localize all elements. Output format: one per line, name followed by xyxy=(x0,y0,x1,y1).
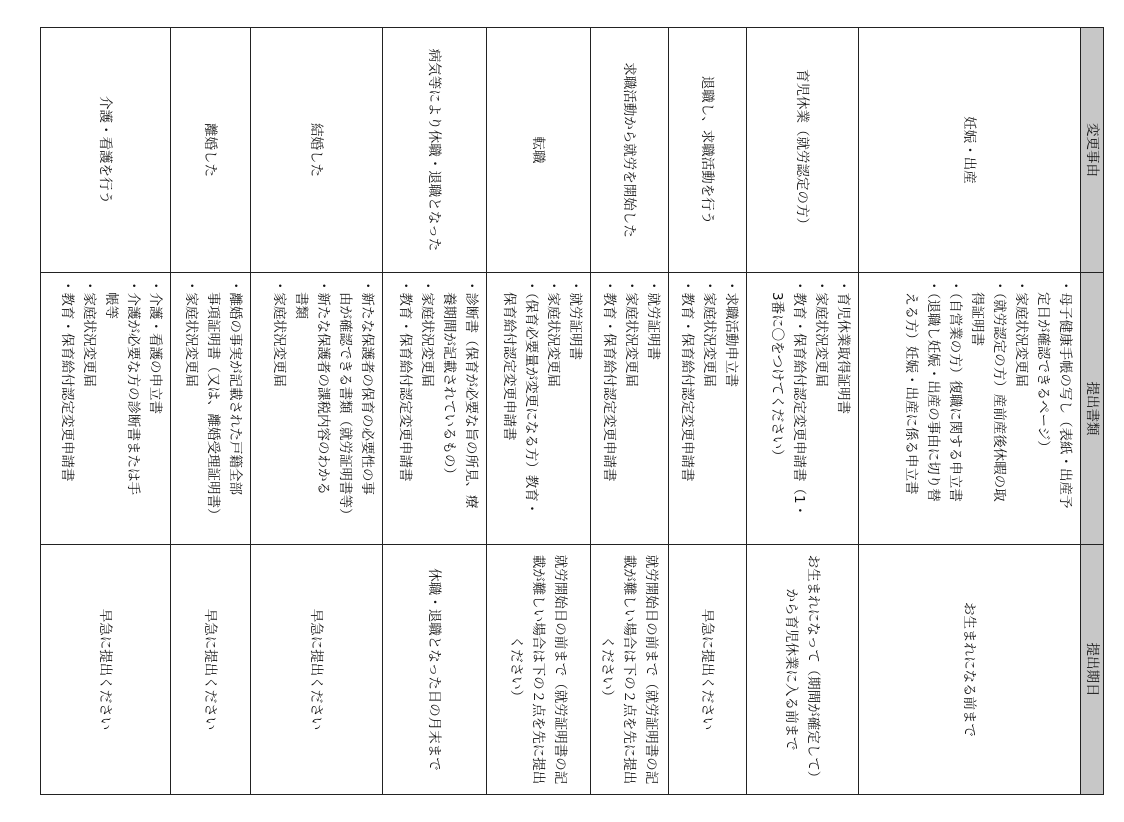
document-line: ・（退職し妊娠・出産の事由に切り替 xyxy=(925,279,941,502)
table-row xyxy=(590,27,668,795)
table-header-row xyxy=(1080,27,1104,795)
deadline-cell: 早急に提出ください xyxy=(668,545,746,795)
deadline-cell: お生まれになって（期間が確定して）から育児休業に入る前まで xyxy=(746,545,858,795)
document-line: 由が確認できる書類（就労証明書等） xyxy=(337,292,353,522)
table-row xyxy=(250,27,382,795)
documents-cell xyxy=(746,273,858,545)
table-row xyxy=(382,27,486,795)
deadline-cell: 早急に提出ください xyxy=(40,545,170,795)
change-reason-cell: 妊娠・出産 xyxy=(858,27,1080,273)
change-reason-table xyxy=(40,27,1104,795)
document-line: ・（保育必要量が変更になる方）教育・ xyxy=(523,279,539,516)
documents-cell xyxy=(170,273,250,545)
document-line: ・家庭状況変更届 xyxy=(183,279,199,387)
document-line: 帳等 xyxy=(103,292,119,319)
change-reason-cell: 離婚した xyxy=(170,27,250,273)
document-line: 3番に〇をつけてください） xyxy=(769,292,785,463)
document-line: ・（自営業の方）復職に関する申立書 xyxy=(947,279,963,502)
document-line: 養期間が記載されているもの） xyxy=(441,292,457,481)
document-line: 保育給付認定変更申請書 xyxy=(501,292,517,441)
documents-cell xyxy=(590,273,668,545)
document-line: ・教育・保育給付認定変更申請書 xyxy=(59,279,75,482)
change-reason-cell: 結婚した xyxy=(250,27,382,273)
document-line: ・求職活動申立書 xyxy=(723,279,739,387)
document-line: ・家庭状況変更届 xyxy=(271,279,287,387)
document-line: ・診断書（保育が必要な旨の所見、療 xyxy=(463,279,479,509)
document-line: ・（就労認定の方）産前産後休暇の取 xyxy=(991,279,1007,502)
change-reason-cell: 退職し、求職活動を行う xyxy=(668,27,746,273)
document-line: 定日が確認できるページ） xyxy=(1035,292,1051,454)
documents-cell xyxy=(382,273,486,545)
deadline-cell: 就労開始日の前まで（就労証明書の記載が難しい場合は下の２点を先に提出ください） xyxy=(590,545,668,795)
documents-cell xyxy=(668,273,746,545)
document-line: ・母子健康手帳の写し（表紙・出産予 xyxy=(1057,279,1073,509)
change-reason-cell: 介護・看護を行う xyxy=(40,27,170,273)
document-line: 書類 xyxy=(293,292,309,319)
header-deadline: 提出期日 xyxy=(1080,545,1104,795)
document-line: ・家庭状況変更届 xyxy=(419,279,435,387)
change-reason-cell: 病気等により休職・退職となった xyxy=(382,27,486,273)
header-change-reason: 変更事由 xyxy=(1080,27,1104,273)
document-line: ・教育・保育給付認定変更申請書（1・ xyxy=(791,279,807,518)
document-line: ・家庭状況変更届 xyxy=(1013,279,1029,387)
table-row xyxy=(170,27,250,795)
document-line: ・家庭状況変更届 xyxy=(81,279,97,387)
deadline-cell: 就労開始日の前まで（就労証明書の記載が難しい場合は下の２点を先に提出ください） xyxy=(486,545,590,795)
documents-cell xyxy=(250,273,382,545)
document-line: 事項証明書（又は、離婚受理証明書） xyxy=(205,292,221,522)
deadline-cell: 早急に提出ください xyxy=(170,545,250,795)
deadline-cell: 早急に提出ください xyxy=(250,545,382,795)
document-line: ・育児休業取得証明書 xyxy=(835,279,851,414)
change-reason-cell: 育児休業（就労認定の方） xyxy=(746,27,858,273)
deadline-cell: お生まれになる前まで xyxy=(858,545,1080,795)
table-row xyxy=(668,27,746,795)
table-row xyxy=(746,27,858,795)
table-row xyxy=(40,27,170,795)
document-line: ・家庭状況変更届 xyxy=(623,279,639,387)
change-reason-cell: 転職 xyxy=(486,27,590,273)
document-line: ・介護が必要な方の診断書または手 xyxy=(125,279,141,495)
deadline-cell: 休職・退職となった日の月末まで xyxy=(382,545,486,795)
documents-cell xyxy=(486,273,590,545)
documents-cell xyxy=(40,273,170,545)
document-line: ・就労証明書 xyxy=(645,279,661,360)
document-line: ・新たな保護者の保育の必要性の事 xyxy=(359,279,375,495)
document-line: 得証明書 xyxy=(969,292,985,346)
document-line: ・新たな保護者の課税内容のわかる xyxy=(315,279,331,495)
documents-cell xyxy=(858,273,1080,545)
table-row xyxy=(486,27,590,795)
document-line: える方）妊娠・出産に係る申立書 xyxy=(903,292,919,495)
document-line: ・就労証明書 xyxy=(567,279,583,360)
table-row xyxy=(858,27,1080,795)
header-documents: 提出書類 xyxy=(1080,273,1104,545)
document-line: ・教育・保育給付認定変更申請書 xyxy=(397,279,413,482)
document-line: ・家庭状況変更届 xyxy=(701,279,717,387)
document-line: ・家庭状況変更届 xyxy=(545,279,561,387)
document-line: ・教育・保育給付認定変更申請書 xyxy=(679,279,695,482)
document-line: ・家庭状況変更届 xyxy=(813,279,829,387)
change-reason-cell: 求職活動から就労を開始した xyxy=(590,27,668,273)
document-line: ・教育・保育給付認定変更申請書 xyxy=(601,279,617,482)
document-line: ・介護・看護の申立書 xyxy=(147,279,163,414)
document-line: ・離婚の事実が記載された戸籍全部 xyxy=(227,279,243,495)
